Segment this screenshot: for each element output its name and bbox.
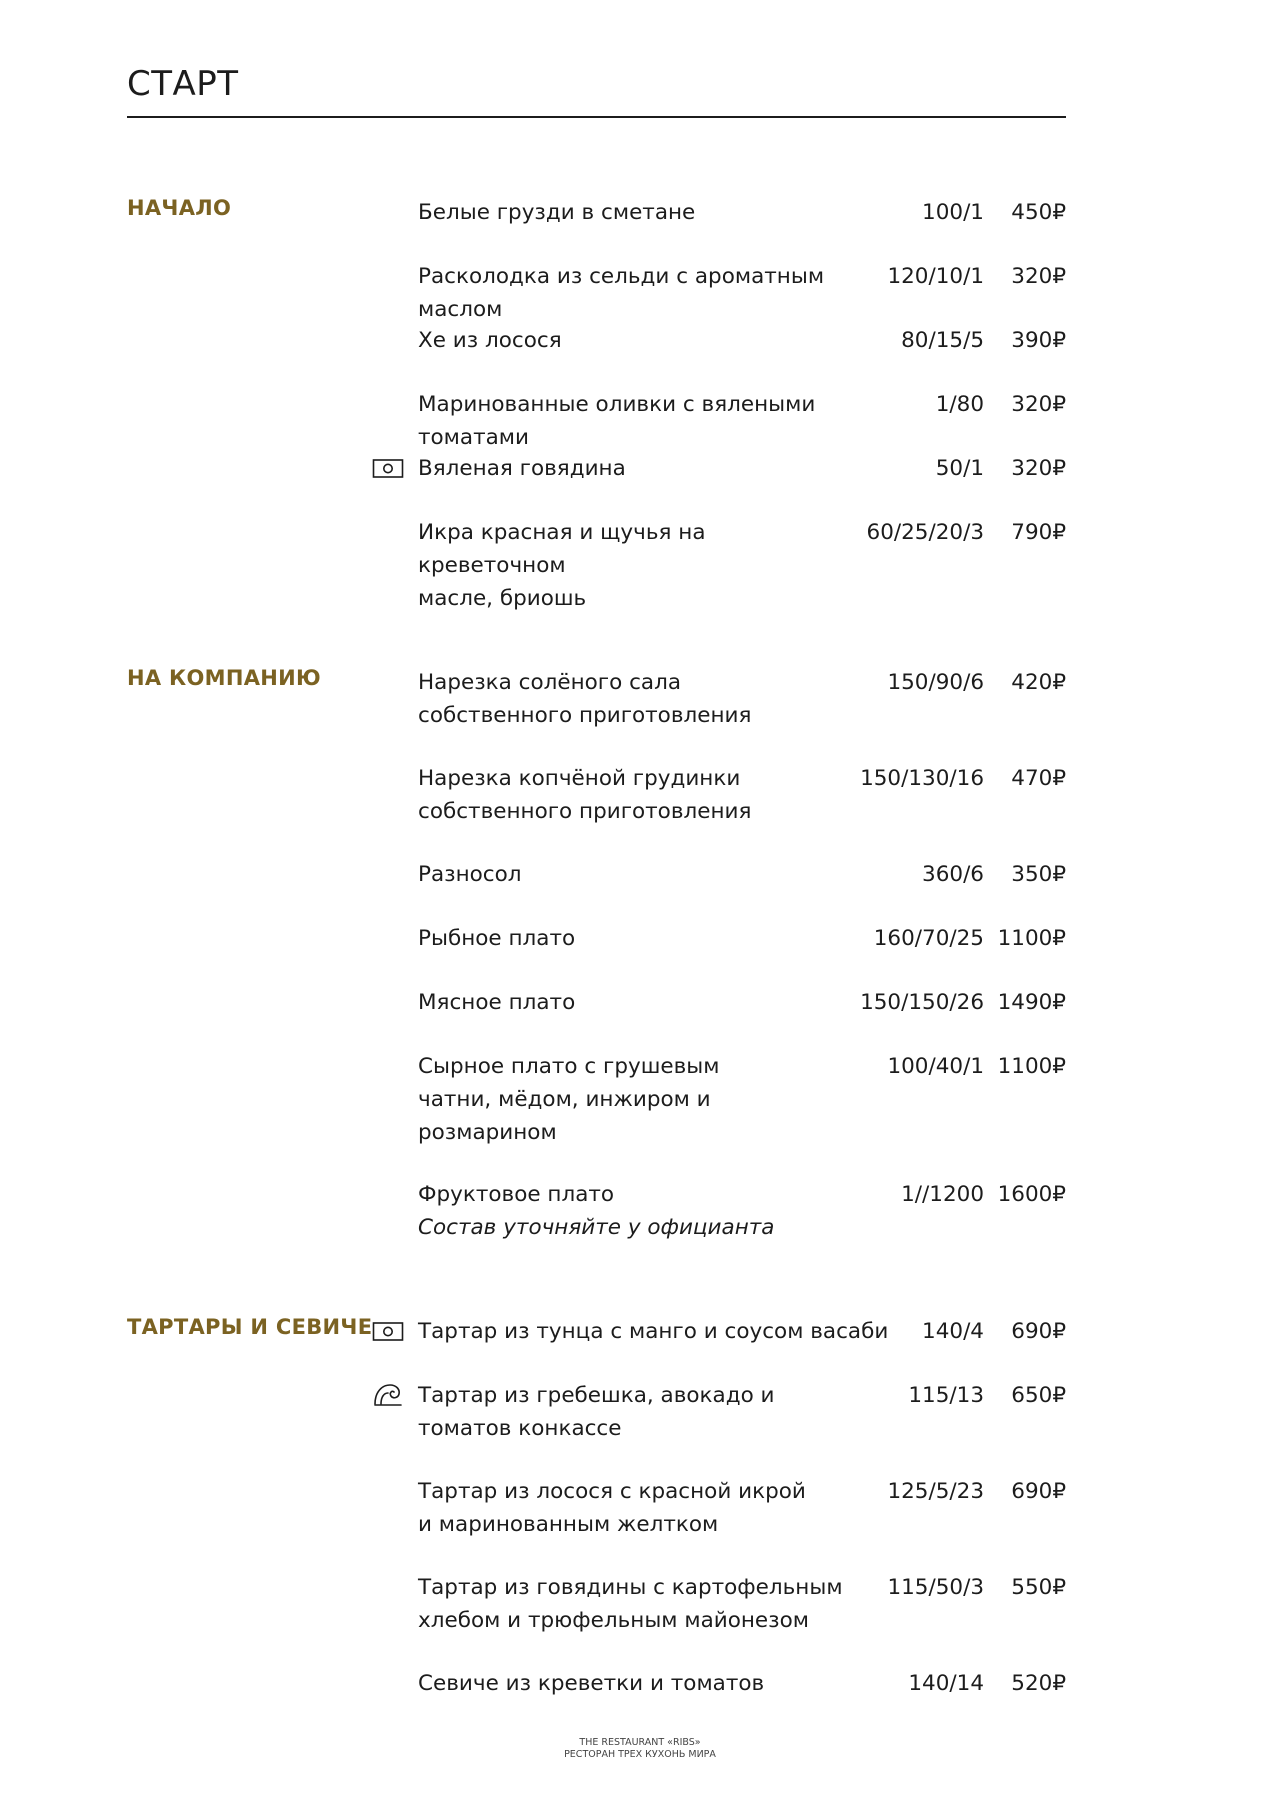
item-name: [418, 666, 858, 732]
item-name-line: собственного приготовления: [418, 799, 752, 824]
item-name: [418, 1475, 858, 1541]
footer: [0, 1737, 1280, 1761]
item-name: Расколодка из сельди с ароматным маслом: [418, 264, 825, 322]
page-title: СТАРТ: [127, 64, 239, 104]
item-weight: 80/15/5: [901, 328, 984, 353]
item-price: 550₽: [1011, 1575, 1066, 1600]
item-weight: 140/4: [922, 1319, 984, 1344]
item-price: 650₽: [1011, 1383, 1066, 1408]
item-weight: 150/130/16: [860, 766, 984, 791]
item-name: Тартар из тунца с манго и соусом васаби: [418, 1319, 889, 1344]
item-price: 690₽: [1011, 1479, 1066, 1504]
item-name-line: Тартар из гребешка, авокадо и: [418, 1383, 775, 1408]
item-name-line: и маринованным желтком: [418, 1512, 719, 1537]
item-weight: 120/10/1: [887, 264, 984, 289]
item-name: Хе из лосося: [418, 328, 562, 353]
footer-restaurant-name: THE RESTAURANT «RIBS»: [579, 1737, 701, 1748]
section-heading: НА КОМПАНИЮ: [127, 666, 321, 690]
item-price: 790₽: [1011, 520, 1066, 545]
item-name-line: розмарином: [418, 1120, 557, 1145]
item-name-line: Нарезка солёного сала: [418, 670, 681, 695]
item-name-line: Нарезка копчёной грудинки: [418, 766, 741, 791]
section-heading: ТАРТАРЫ И СЕВИЧЕ: [127, 1315, 373, 1339]
item-weight: 140/14: [908, 1671, 984, 1696]
item-name: Разносол: [418, 862, 522, 887]
item-price: 420₽: [1011, 670, 1066, 695]
item-price: 1600₽: [997, 1182, 1066, 1207]
item-weight: 115/13: [908, 1383, 984, 1408]
item-weight: 150/150/26: [860, 990, 984, 1015]
item-price: 450₽: [1011, 200, 1066, 225]
item-price: 690₽: [1011, 1319, 1066, 1344]
item-weight: 100/40/1: [887, 1054, 984, 1079]
item-price: 1490₽: [997, 990, 1066, 1015]
item-name: Мясное плато: [418, 990, 576, 1015]
item-name: Севиче из креветки и томатов: [418, 1671, 765, 1696]
item-name: [418, 1050, 858, 1149]
item-name-line: Икра красная и щучья на креветочном: [418, 520, 706, 578]
item-price: 520₽: [1011, 1671, 1066, 1696]
item-name-line: хлебом и трюфельным майонезом: [418, 1608, 809, 1633]
footer-tagline: РЕСТОРАН ТРЕХ КУХОНЬ МИРА: [564, 1749, 716, 1760]
item-price: 320₽: [1011, 392, 1066, 417]
item-price: 350₽: [1011, 862, 1066, 887]
camera-icon: [372, 1318, 404, 1344]
item-price: 320₽: [1011, 264, 1066, 289]
title-divider: [127, 116, 1066, 118]
item-name-line: собственного приготовления: [418, 703, 752, 728]
item-weight: 1//1200: [901, 1182, 984, 1207]
wave-icon: [372, 1382, 404, 1408]
item-price: 320₽: [1011, 456, 1066, 481]
item-weight: 50/1: [935, 456, 984, 481]
item-weight: 60/25/20/3: [866, 520, 984, 545]
item-name: Вяленая говядина: [418, 456, 626, 481]
item-price: 1100₽: [997, 1054, 1066, 1079]
item-price: 1100₽: [997, 926, 1066, 951]
item-weight: 125/5/23: [887, 1479, 984, 1504]
item-weight: 160/70/25: [873, 926, 984, 951]
camera-icon: [372, 455, 404, 481]
item-name: [418, 762, 858, 828]
item-name: Рыбное плато: [418, 926, 576, 951]
item-name-line: Тартар из лосося с красной икрой: [418, 1479, 806, 1504]
item-weight: 115/50/3: [887, 1575, 984, 1600]
item-name-line: Сырное плато с грушевым: [418, 1054, 720, 1079]
item-name: [418, 516, 858, 615]
item-name: Маринованные оливки с вялеными томатами: [418, 392, 816, 450]
item-name-line: Фруктовое плато: [418, 1182, 615, 1207]
item-weight: 360/6: [922, 862, 984, 887]
item-name: [418, 1379, 858, 1445]
item-weight: 1/80: [935, 392, 984, 417]
item-name-line: масле, бриошь: [418, 586, 587, 611]
item-name-line: чатни, мёдом, инжиром и: [418, 1087, 711, 1112]
item-note: Состав уточняйте у официанта: [418, 1215, 775, 1240]
item-name: [418, 1571, 858, 1637]
item-name: [418, 1178, 858, 1244]
item-price: 470₽: [1011, 766, 1066, 791]
item-name-line: Тартар из говядины с картофельным: [418, 1575, 843, 1600]
item-name-line: томатов конкассе: [418, 1416, 622, 1441]
item-price: 390₽: [1011, 328, 1066, 353]
item-weight: 150/90/6: [887, 670, 984, 695]
item-name: Белые грузди в сметане: [418, 200, 696, 225]
section-heading: НАЧАЛО: [127, 196, 232, 220]
item-weight: 100/1: [922, 200, 984, 225]
